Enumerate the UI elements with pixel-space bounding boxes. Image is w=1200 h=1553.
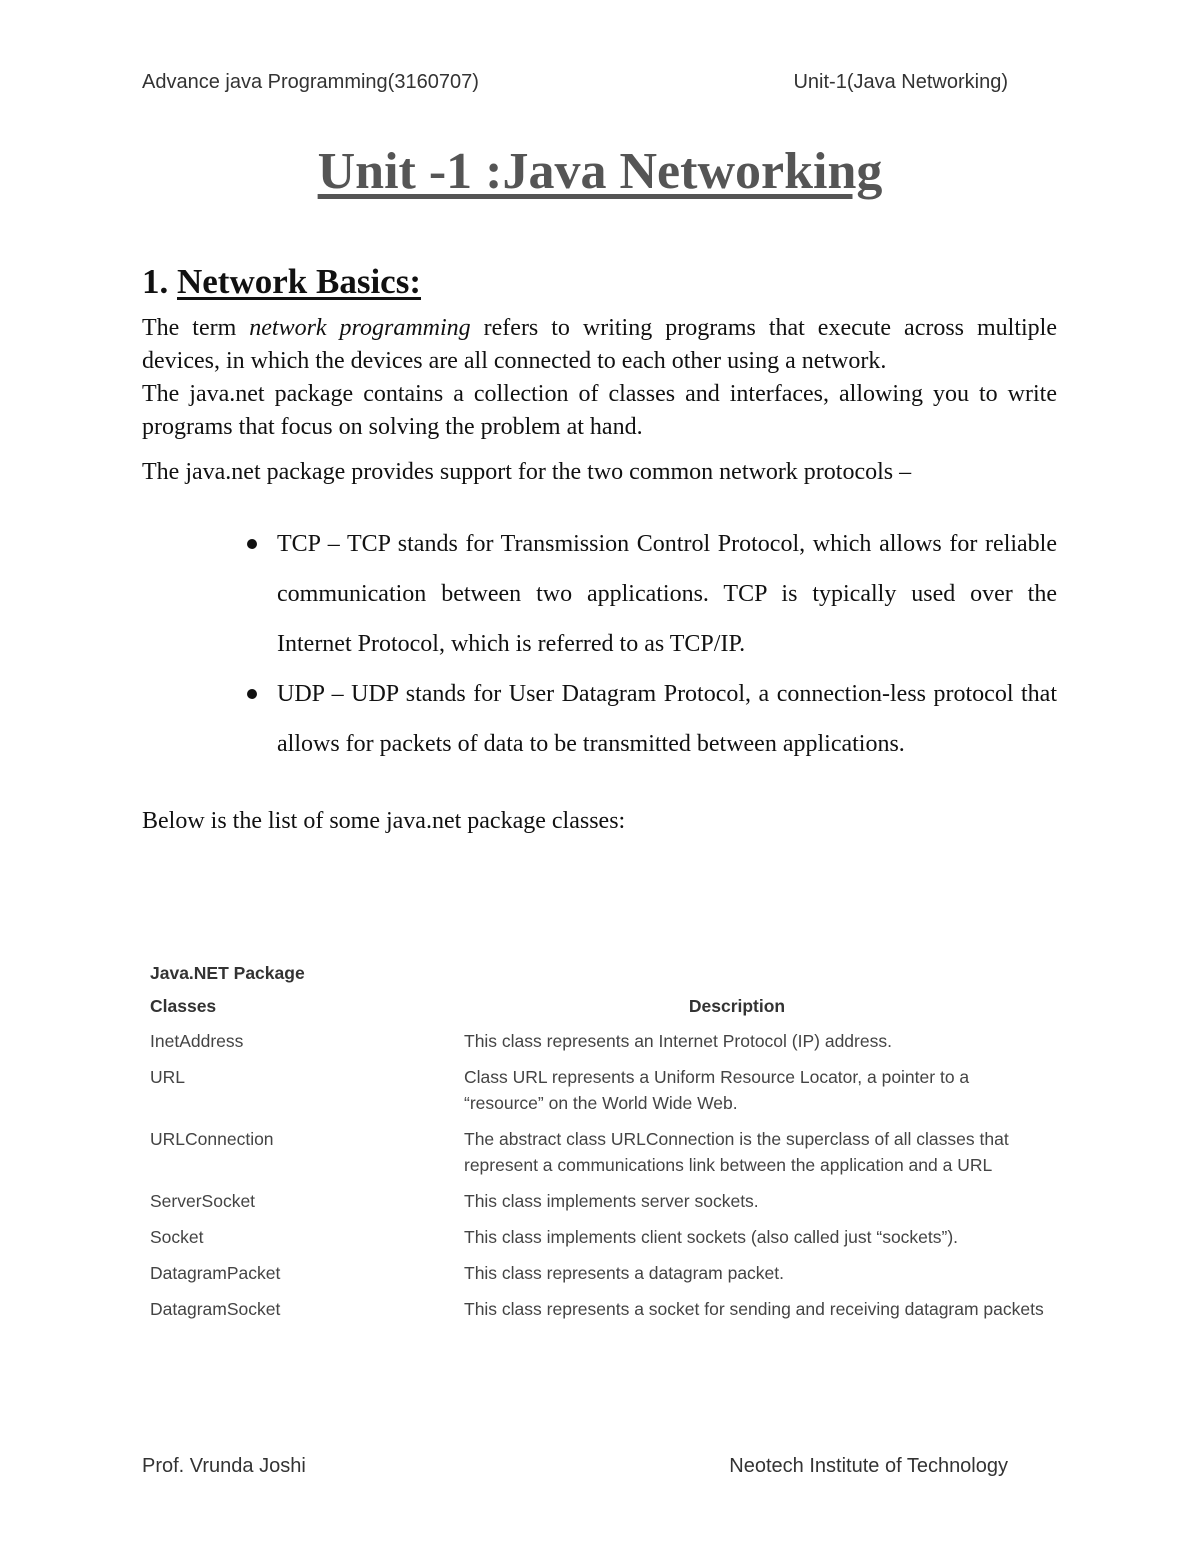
paragraph-classes-intro: Below is the list of some java.net package classes: <box>142 808 626 834</box>
description-cell: This class implements client sockets (also called just “sockets”). <box>464 1227 959 1247</box>
page-header <box>142 71 1008 94</box>
class-name-cell: Socket <box>150 1227 204 1247</box>
class-name-cell: URL <box>150 1067 186 1087</box>
section-heading <box>142 262 1057 302</box>
class-name-cell: URLConnection <box>150 1129 274 1149</box>
table-row <box>150 1224 1050 1260</box>
paragraph-network-programming <box>142 312 1057 378</box>
class-name-cell: DatagramSocket <box>150 1299 281 1319</box>
table-row <box>150 1188 1050 1224</box>
table-row <box>150 1260 1050 1296</box>
paragraph-protocols-intro: The java.net package provides support for the two common network protocols – <box>142 459 912 485</box>
paragraph-text: refers to writing programs that execute across multiple devices, in which the devices are all connected to each other using a network. <box>142 315 1057 374</box>
table-row <box>150 1296 1050 1332</box>
java-net-classes-table <box>150 963 1050 1332</box>
description-cell: This class implements server sockets. <box>464 1191 759 1211</box>
column-header-classes: Classes <box>150 996 217 1016</box>
class-name-cell: DatagramPacket <box>150 1263 281 1283</box>
section-heading-text: Network Basics: <box>177 262 421 301</box>
column-header-description: Description <box>688 996 786 1016</box>
paragraph-java-net-package: The java.net package contains a collection of classes and interfaces, allowing you to write programs that focus on solving the problem at hand. <box>142 381 1057 440</box>
document-body <box>142 262 1057 838</box>
page-footer <box>142 1455 1008 1478</box>
table-row <box>150 1028 1050 1064</box>
description-cell: This class represents a socket for sending and receiving datagram packets <box>464 1299 1044 1319</box>
table-row <box>150 1126 1050 1188</box>
table-caption: Java.NET Package <box>150 963 305 983</box>
footer-institute: Neotech Institute of Technology <box>729 1455 1008 1477</box>
section-number: 1. <box>142 262 169 301</box>
description-cell: This class represents a datagram packet. <box>464 1263 785 1283</box>
list-item-tcp: TCP – TCP stands for Transmission Control Protocol, which allows for reliable communication between two applications. TCP is typically used over the Internet Protocol, which is referred to as TCP/IP. <box>277 519 1057 669</box>
description-cell: Class URL represents a Uniform Resource Locator, a pointer to a “resource” on the World Wide Web. <box>464 1067 970 1113</box>
footer-author: Prof. Vrunda Joshi <box>142 1455 306 1477</box>
list-item-udp: UDP – UDP stands for User Datagram Protocol, a connection-less protocol that allows for packets of data to be transmitted between applications. <box>277 669 1057 769</box>
class-name-cell: InetAddress <box>150 1031 244 1051</box>
table-header-row <box>150 996 1050 1028</box>
description-cell: The abstract class URLConnection is the superclass of all classes that represent a communications link between the application and a URL <box>464 1129 1009 1175</box>
description-cell: This class represents an Internet Protocol (IP) address. <box>464 1031 892 1051</box>
table-row <box>150 1064 1050 1126</box>
table-caption-row <box>150 963 1050 996</box>
class-name-cell: ServerSocket <box>150 1191 256 1211</box>
header-course-title: Advance java Programming(3160707) <box>142 71 479 93</box>
paragraph-text: The term <box>142 315 250 341</box>
protocol-list <box>142 519 1057 769</box>
header-unit-title: Unit-1(Java Networking) <box>793 71 1008 93</box>
page-title: Unit -1 :Java Networking <box>317 143 883 200</box>
emphasis-term: network programming <box>249 315 471 341</box>
